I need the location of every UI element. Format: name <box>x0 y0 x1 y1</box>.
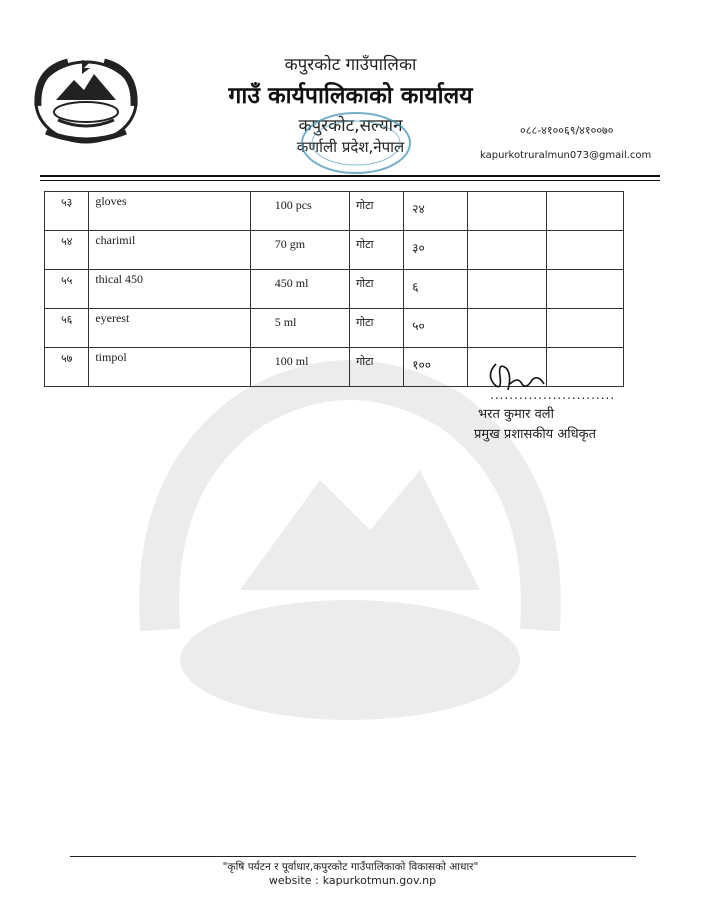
header-rule-thick <box>40 175 660 177</box>
serial-number-cell: ५७ <box>45 348 89 387</box>
phone-numbers: ०८८-४१००६९/४१००७० <box>520 124 614 137</box>
item-name-cell: timpol <box>89 348 250 387</box>
empty-cell <box>547 309 624 348</box>
item-quantity-cell: 70 gm <box>250 231 349 270</box>
header-rule-thin <box>40 180 660 181</box>
item-count-cell: ६ <box>404 270 468 309</box>
item-unit-cell: गोटा <box>350 192 404 231</box>
item-quantity-cell: 5 ml <box>250 309 349 348</box>
municipality-name: कपुरकोट गाउँपालिका <box>284 55 417 75</box>
empty-cell <box>547 348 624 387</box>
item-name-cell: gloves <box>89 192 250 231</box>
footer-motto: "कृषि पर्यटन र पूर्वाधार,कपुरकोट गाउँपालिकाको विकासको आधार" <box>222 861 479 873</box>
serial-number-cell: ५४ <box>45 231 89 270</box>
item-unit-cell: गोटा <box>350 348 404 387</box>
item-quantity-cell: 450 ml <box>250 270 349 309</box>
serial-number-cell: ५५ <box>45 270 89 309</box>
item-quantity-cell: 100 pcs <box>250 192 349 231</box>
empty-cell <box>468 309 547 348</box>
table-row <box>45 231 624 270</box>
website-label: website : <box>268 874 319 887</box>
table-row <box>45 270 624 309</box>
empty-cell <box>547 192 624 231</box>
item-unit-cell: गोटा <box>350 270 404 309</box>
item-quantity-cell: 100 ml <box>250 348 349 387</box>
email-address: kapurkotruralmun073@gmail.com <box>480 150 652 161</box>
empty-cell <box>468 231 547 270</box>
item-name-cell: thical 450 <box>89 270 250 309</box>
serial-number-cell: ५६ <box>45 309 89 348</box>
empty-cell <box>547 231 624 270</box>
item-count-cell: ५० <box>404 309 468 348</box>
serial-number-cell: ५३ <box>45 192 89 231</box>
signatory-title: प्रमुख प्रशासकीय अधिकृत <box>474 427 597 442</box>
empty-cell <box>468 270 547 309</box>
empty-cell <box>468 192 547 231</box>
table-row <box>45 309 624 348</box>
item-name-cell: eyerest <box>89 309 250 348</box>
office-stamp-icon <box>296 108 416 178</box>
office-name: गाउँ कार्यपालिकाको कार्यालय <box>228 83 473 109</box>
item-unit-cell: गोटा <box>350 309 404 348</box>
item-count-cell: १०० <box>404 348 468 387</box>
website-url[interactable]: kapurkotmun.gov.np <box>322 874 437 887</box>
office-province: कर्णाली प्रदेश,नेपाल <box>296 138 405 156</box>
table-row <box>45 192 624 231</box>
signatory-name: भरत कुमार वली <box>478 407 554 422</box>
footer-website <box>0 874 701 887</box>
item-count-cell: ३० <box>404 231 468 270</box>
item-count-cell: २४ <box>404 192 468 231</box>
office-location: कपुरकोट,सल्यान <box>298 116 403 136</box>
footer-rule <box>70 856 636 857</box>
item-unit-cell: गोटा <box>350 231 404 270</box>
empty-cell <box>547 270 624 309</box>
item-name-cell: charimil <box>89 231 250 270</box>
signature-dots: .......................... <box>490 388 616 402</box>
